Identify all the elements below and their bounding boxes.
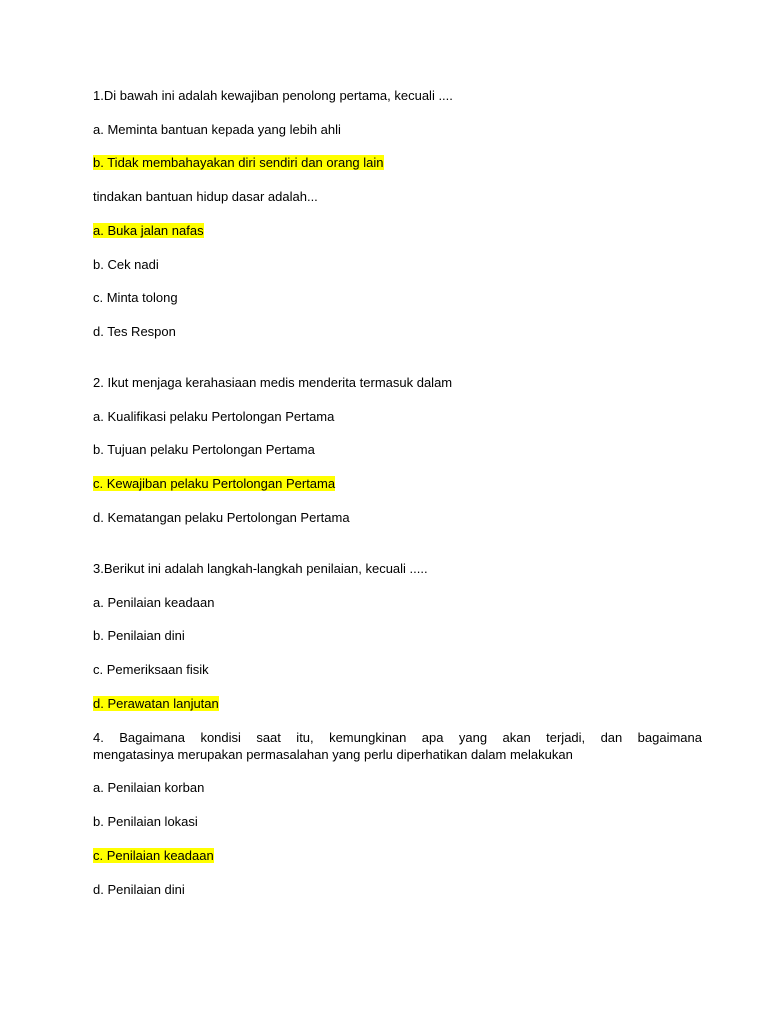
q4-option-d: d. Penilaian dini <box>93 882 185 897</box>
question-3: 3.Berikut ini adalah langkah-langkah penilaian, kecuali ..... <box>93 561 428 576</box>
question-2: 2. Ikut menjaga kerahasiaan medis menderita termasuk dalam <box>93 375 453 390</box>
q3-option-a: a. Penilaian keadaan <box>93 595 215 610</box>
answer-highlight: a. Buka jalan nafas <box>93 223 204 238</box>
q4-option-a: a. Penilaian korban <box>93 780 205 795</box>
q4-option-b: b. Penilaian lokasi <box>93 814 198 829</box>
question-4-line-2: mengatasinya merupakan permasalahan yang perlu diperhatikan dalam melakukan <box>93 747 573 762</box>
q1b-option-a-answer <box>93 222 204 239</box>
q3-option-d-answer <box>93 695 219 712</box>
q1b-option-d: d. Tes Respon <box>93 324 176 339</box>
q4-option-c-answer <box>93 847 214 864</box>
q2-option-b: b. Tujuan pelaku Pertolongan Pertama <box>93 442 315 457</box>
q2-option-d: d. Kematangan pelaku Pertolongan Pertama <box>93 510 350 525</box>
q2-option-c-answer <box>93 475 335 492</box>
q3-option-b: b. Penilaian dini <box>93 628 185 643</box>
question-1: 1.Di bawah ini adalah kewajiban penolong pertama, kecuali .... <box>93 88 453 103</box>
q1-option-a: a. Meminta bantuan kepada yang lebih ahli <box>93 122 341 137</box>
q1b-option-b: b. Cek nadi <box>93 257 159 272</box>
answer-highlight: b. Tidak membahayakan diri sendiri dan orang lain <box>93 155 384 170</box>
answer-highlight: c. Kewajiban pelaku Pertolongan Pertama <box>93 476 336 491</box>
q3-option-c: c. Pemeriksaan fisik <box>93 662 209 677</box>
q1-option-b-answer <box>93 154 384 171</box>
answer-highlight: d. Perawatan lanjutan <box>93 696 219 711</box>
question-1b: tindakan bantuan hidup dasar adalah... <box>93 189 318 204</box>
q2-option-a: a. Kualifikasi pelaku Pertolongan Pertama <box>93 409 335 424</box>
answer-highlight: c. Penilaian keadaan <box>93 848 214 863</box>
q1b-option-c: c. Minta tolong <box>93 290 178 305</box>
question-4-line-1: 4. Bagaimana kondisi saat itu, kemungkinan apa yang akan terjadi, dan bagaimana <box>93 730 702 745</box>
